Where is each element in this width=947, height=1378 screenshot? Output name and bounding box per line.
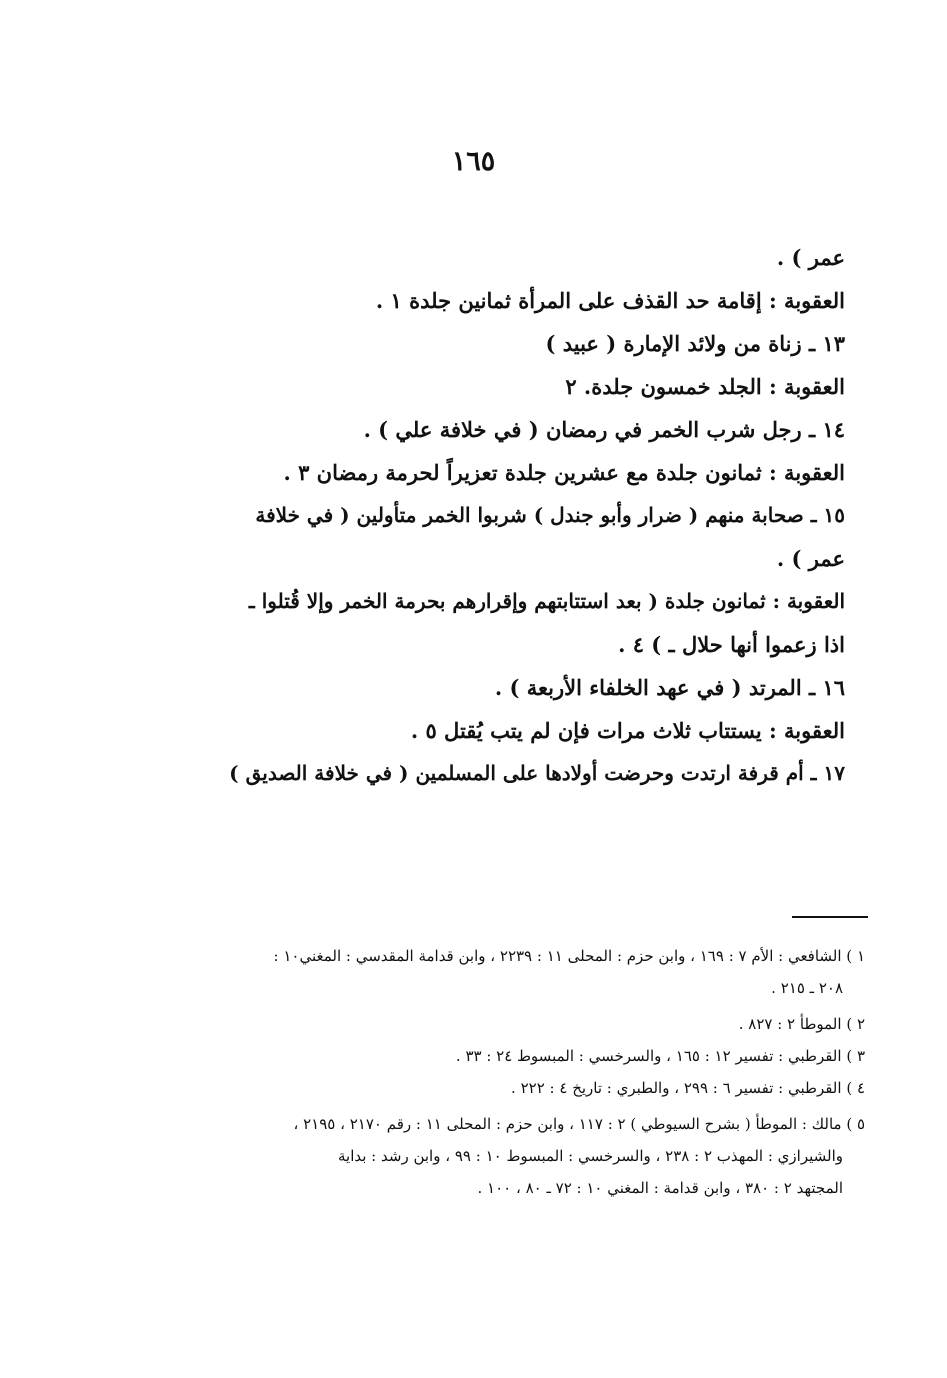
body-line: العقوبة : يستتاب ثلاث مرات فإن لم يتب يُقتل ٥ . [410,718,845,743]
footnote-5-continued: والشيرازي : المهذب ٢ : ٢٣٨ ، والسرخسي : المبسوط ١٠ : ٩٩ ، وابن رشد : بداية [337,1147,843,1165]
body-line: عمر ) . [776,245,845,270]
body-line: ١٣ ـ زناة من ولائد الإمارة ( عبيد ) [545,331,845,356]
footnote-5-continued: المجتهد ٢ : ٣٨٠ ، وابن قدامة : المغني ١٠ : ٧٢ ـ ٨٠ ، ١٠٠ . [477,1179,843,1197]
body-line: اذا زعموا أنها حلال ـ ) ٤ . [618,632,845,657]
footnotes [180,940,865,1204]
body-line: العقوبة : الجلد خمسون جلدة. ٢ [565,374,845,399]
footnote-3: ٣ ) القرطبي : تفسير ١٢ : ١٦٥ ، والسرخسي : المبسوط ٢٤ : ٣٣ . [455,1047,865,1065]
body-line: ١٦ ـ المرتد ( في عهد الخلفاء الأربعة ) . [494,675,845,700]
body-line: العقوبة : إقامة حد القذف على المرأة ثمانين جلدة ١ . [375,288,845,313]
footnote-1: ١ ) الشافعي : الأم ٧ : ١٦٩ ، وابن حزم : المحلى ١١ : ٢٢٣٩ ، وابن قدامة المقدسي : المغني١٠ : [273,947,865,965]
footnote-1-continued: ٢٠٨ ـ ٢١٥ . [771,979,843,997]
body-line: ١٤ ـ رجل شرب الخمر في رمضان ( في خلافة علي ) . [363,417,845,442]
main-text [150,236,845,795]
page-number: ١٦٥ [451,146,496,177]
body-line: ١٥ ـ صحابة منهم ( ضرار وأبو جندل ) شربوا الخمر متأولين ( في خلافة [255,503,845,527]
footnote-2: ٢ ) الموطأ ٢ : ٨٢٧ . [738,1015,865,1033]
body-line: العقوبة : ثمانون جلدة مع عشرين جلدة تعزيراً لحرمة رمضان ٣ . [283,460,845,485]
body-line: ١٧ ـ أم قرفة ارتدت وحرضت أولادها على المسلمين ( في خلافة الصديق ) [229,761,845,785]
body-line: العقوبة : ثمانون جلدة ( بعد استتابتهم وإقرارهم بحرمة الخمر وإلا قُتلوا ـ [248,589,845,613]
footnote-4: ٤ ) القرطبي : تفسير ٦ : ٢٩٩ ، والطبري : تاريخ ٤ : ٢٢٢ . [511,1079,865,1097]
footnote-divider [792,916,868,918]
footnote-5: ٥ ) مالك : الموطأ ( بشرح السيوطي ) ٢ : ١١٧ ، وابن حزم : المحلى ١١ : رقم ٢١٧٠ ، ٢١٩٥ ، [293,1115,865,1133]
body-line: عمر ) . [776,546,845,571]
